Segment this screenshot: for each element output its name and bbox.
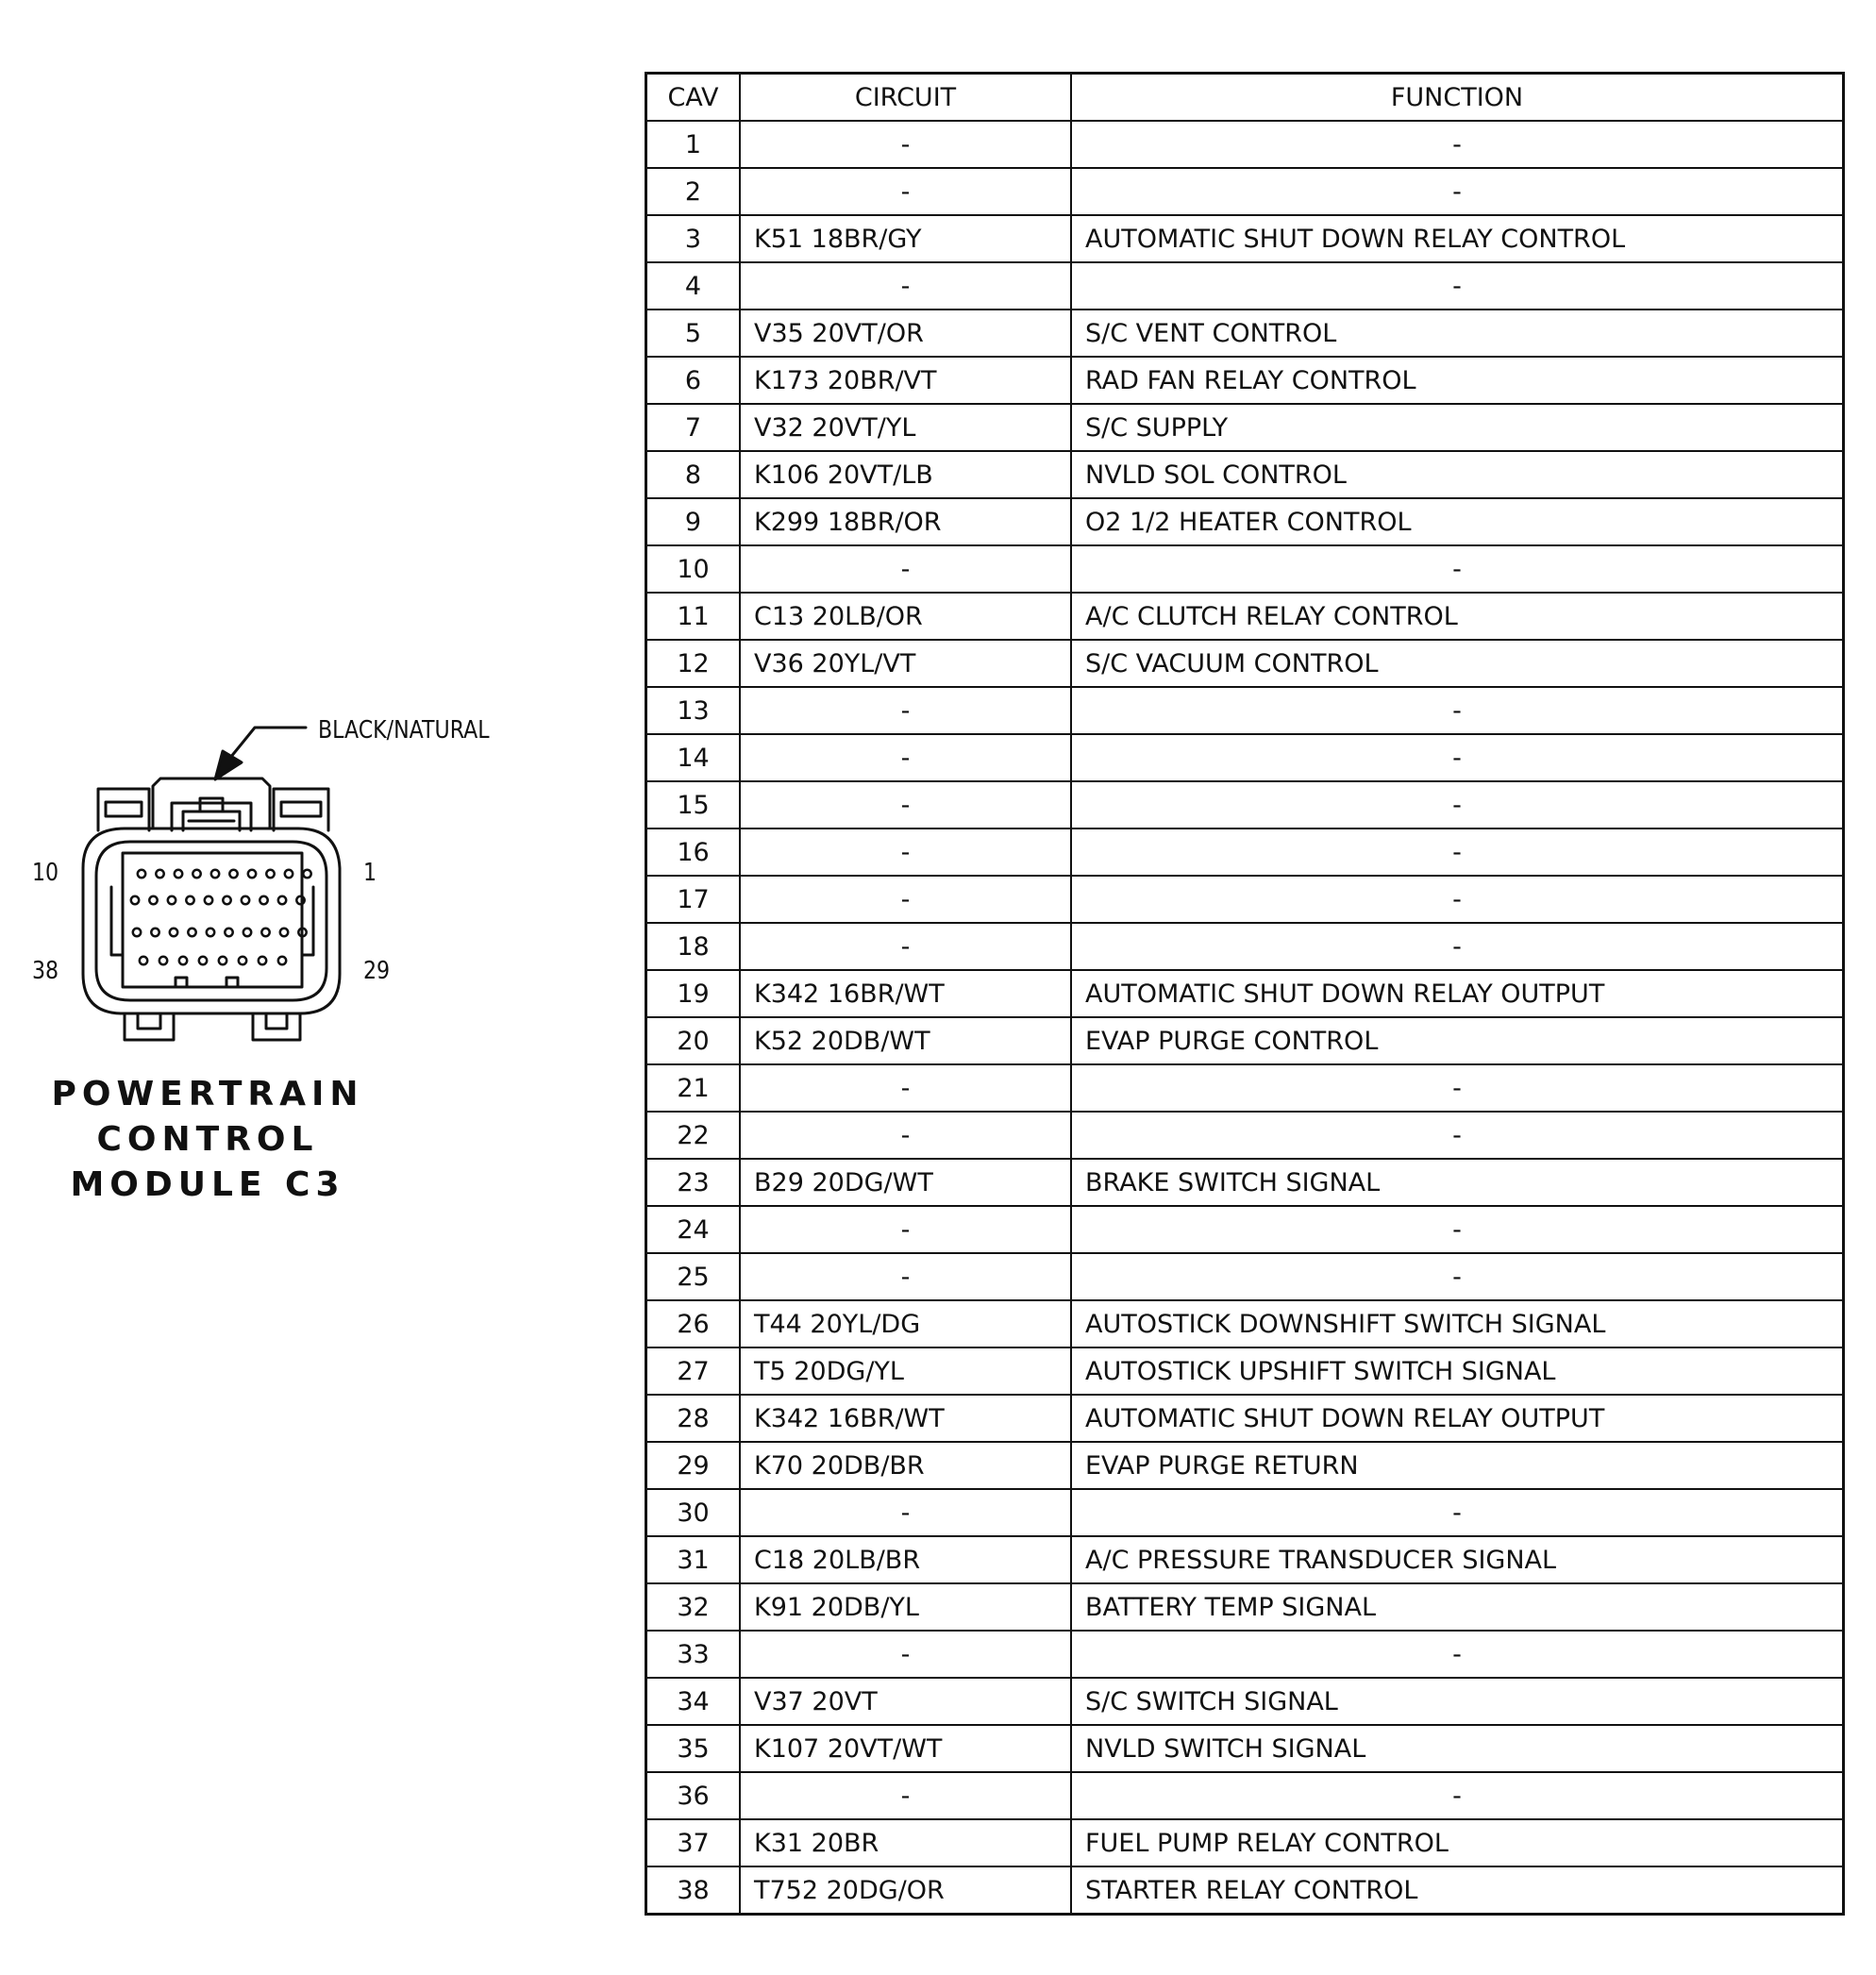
circuit-cell: - bbox=[740, 262, 1071, 310]
pin-hole bbox=[199, 957, 207, 964]
function-cell: RAD FAN RELAY CONTROL bbox=[1071, 357, 1844, 404]
function-cell: EVAP PURGE CONTROL bbox=[1071, 1017, 1844, 1064]
function-cell: - bbox=[1071, 1064, 1844, 1112]
circuit-cell: - bbox=[740, 1206, 1071, 1253]
pin-hole bbox=[243, 929, 251, 936]
pin-hole bbox=[133, 929, 141, 936]
table-row bbox=[646, 1819, 1844, 1866]
table-row bbox=[646, 876, 1844, 923]
pin-hole bbox=[259, 957, 266, 964]
function-cell: AUTOMATIC SHUT DOWN RELAY CONTROL bbox=[1071, 215, 1844, 262]
table-row bbox=[646, 121, 1844, 168]
table-row bbox=[646, 781, 1844, 828]
table-row bbox=[646, 310, 1844, 357]
pin-hole bbox=[149, 896, 157, 904]
function-cell: BRAKE SWITCH SIGNAL bbox=[1071, 1159, 1844, 1206]
pin-hole bbox=[225, 929, 232, 936]
cav-cell: 24 bbox=[646, 1206, 741, 1253]
table-row bbox=[646, 923, 1844, 970]
cav-cell: 31 bbox=[646, 1536, 741, 1583]
function-cell: S/C SWITCH SIGNAL bbox=[1071, 1678, 1844, 1725]
cav-cell: 4 bbox=[646, 262, 741, 310]
pin-number-label: 1 bbox=[363, 859, 377, 887]
circuit-cell: - bbox=[740, 687, 1071, 734]
table-row bbox=[646, 1300, 1844, 1347]
table-row bbox=[646, 451, 1844, 498]
function-cell: - bbox=[1071, 828, 1844, 876]
cav-cell: 17 bbox=[646, 876, 741, 923]
pin-hole bbox=[186, 896, 193, 904]
table-row bbox=[646, 734, 1844, 781]
connector-diagram bbox=[0, 0, 528, 1227]
table-row bbox=[646, 1017, 1844, 1064]
circuit-cell: K342 16BR/WT bbox=[740, 970, 1071, 1017]
cav-cell: 14 bbox=[646, 734, 741, 781]
circuit-cell: - bbox=[740, 1772, 1071, 1819]
table-row bbox=[646, 262, 1844, 310]
function-cell: - bbox=[1071, 545, 1844, 593]
cav-cell: 2 bbox=[646, 168, 741, 215]
pin-hole bbox=[159, 957, 167, 964]
circuit-cell: K107 20VT/WT bbox=[740, 1725, 1071, 1772]
cav-cell: 37 bbox=[646, 1819, 741, 1866]
table-row bbox=[646, 1489, 1844, 1536]
function-cell: NVLD SOL CONTROL bbox=[1071, 451, 1844, 498]
cav-cell: 19 bbox=[646, 970, 741, 1017]
pin-hole bbox=[266, 870, 274, 878]
pin-hole bbox=[140, 957, 147, 964]
circuit-cell: V35 20VT/OR bbox=[740, 310, 1071, 357]
column-header-circuit: CIRCUIT bbox=[740, 74, 1071, 122]
cav-cell: 18 bbox=[646, 923, 741, 970]
function-cell: A/C PRESSURE TRANSDUCER SIGNAL bbox=[1071, 1536, 1844, 1583]
pin-hole bbox=[285, 870, 293, 878]
column-header-function: FUNCTION bbox=[1071, 74, 1844, 122]
table-row bbox=[646, 1395, 1844, 1442]
pin-number-label: 29 bbox=[363, 957, 391, 985]
table-row bbox=[646, 1725, 1844, 1772]
pin-hole bbox=[260, 896, 267, 904]
circuit-cell: T752 20DG/OR bbox=[740, 1866, 1071, 1915]
table-row bbox=[646, 215, 1844, 262]
circuit-cell: T44 20YL/DG bbox=[740, 1300, 1071, 1347]
circuit-cell: - bbox=[740, 734, 1071, 781]
pin-hole bbox=[193, 870, 200, 878]
circuit-cell: - bbox=[740, 168, 1071, 215]
circuit-cell: V36 20YL/VT bbox=[740, 640, 1071, 687]
pin-hole bbox=[205, 896, 212, 904]
cav-cell: 20 bbox=[646, 1017, 741, 1064]
function-cell: A/C CLUTCH RELAY CONTROL bbox=[1071, 593, 1844, 640]
table-row bbox=[646, 1253, 1844, 1300]
pin-hole bbox=[242, 896, 249, 904]
pin-hole bbox=[303, 870, 310, 878]
circuit-cell: - bbox=[740, 1064, 1071, 1112]
circuit-cell: K173 20BR/VT bbox=[740, 357, 1071, 404]
table-row bbox=[646, 1347, 1844, 1395]
cav-cell: 9 bbox=[646, 498, 741, 545]
cav-cell: 16 bbox=[646, 828, 741, 876]
cav-cell: 11 bbox=[646, 593, 741, 640]
pin-hole bbox=[219, 957, 226, 964]
function-cell: - bbox=[1071, 781, 1844, 828]
circuit-cell: - bbox=[740, 876, 1071, 923]
function-cell: S/C SUPPLY bbox=[1071, 404, 1844, 451]
pin-hole bbox=[229, 870, 237, 878]
bottom-left-latch bbox=[125, 1013, 174, 1040]
cav-cell: 12 bbox=[646, 640, 741, 687]
pinout-table bbox=[645, 72, 1845, 1916]
table-header-row bbox=[646, 74, 1844, 122]
column-header-cav: CAV bbox=[646, 74, 741, 122]
circuit-cell: - bbox=[740, 1253, 1071, 1300]
cav-cell: 21 bbox=[646, 1064, 741, 1112]
pinout-table-body bbox=[646, 121, 1844, 1915]
circuit-cell: K91 20DB/YL bbox=[740, 1583, 1071, 1631]
function-cell: - bbox=[1071, 734, 1844, 781]
cav-cell: 34 bbox=[646, 1678, 741, 1725]
function-cell: AUTOSTICK UPSHIFT SWITCH SIGNAL bbox=[1071, 1347, 1844, 1395]
cav-cell: 10 bbox=[646, 545, 741, 593]
circuit-cell: K51 18BR/GY bbox=[740, 215, 1071, 262]
bottom-right-latch bbox=[253, 1013, 300, 1040]
function-cell: - bbox=[1071, 1112, 1844, 1159]
circuit-cell: K342 16BR/WT bbox=[740, 1395, 1071, 1442]
cav-cell: 22 bbox=[646, 1112, 741, 1159]
circuit-cell: C13 20LB/OR bbox=[740, 593, 1071, 640]
table-row bbox=[646, 1159, 1844, 1206]
function-cell: S/C VACUUM CONTROL bbox=[1071, 640, 1844, 687]
pin-hole bbox=[179, 957, 187, 964]
cav-cell: 6 bbox=[646, 357, 741, 404]
table-row bbox=[646, 1583, 1844, 1631]
circuit-cell: B29 20DG/WT bbox=[740, 1159, 1071, 1206]
cav-cell: 33 bbox=[646, 1631, 741, 1678]
table-row bbox=[646, 828, 1844, 876]
connector-inner bbox=[96, 842, 327, 1000]
table-row bbox=[646, 1112, 1844, 1159]
function-cell: FUEL PUMP RELAY CONTROL bbox=[1071, 1819, 1844, 1866]
function-cell: - bbox=[1071, 1489, 1844, 1536]
function-cell: NVLD SWITCH SIGNAL bbox=[1071, 1725, 1844, 1772]
cav-cell: 26 bbox=[646, 1300, 741, 1347]
function-cell: EVAP PURGE RETURN bbox=[1071, 1442, 1844, 1489]
cav-cell: 8 bbox=[646, 451, 741, 498]
pin-hole bbox=[207, 929, 214, 936]
pin-number-label: 10 bbox=[32, 859, 59, 887]
circuit-cell: T5 20DG/YL bbox=[740, 1347, 1071, 1395]
function-cell: AUTOSTICK DOWNSHIFT SWITCH SIGNAL bbox=[1071, 1300, 1844, 1347]
pin-hole bbox=[248, 870, 256, 878]
circuit-cell: K70 20DB/BR bbox=[740, 1442, 1071, 1489]
function-cell: - bbox=[1071, 1772, 1844, 1819]
cav-cell: 32 bbox=[646, 1583, 741, 1631]
cav-cell: 27 bbox=[646, 1347, 741, 1395]
table-row bbox=[646, 1772, 1844, 1819]
circuit-cell: K31 20BR bbox=[740, 1819, 1071, 1866]
table-row bbox=[646, 1536, 1844, 1583]
pin-hole bbox=[239, 957, 246, 964]
cav-cell: 29 bbox=[646, 1442, 741, 1489]
circuit-cell: - bbox=[740, 781, 1071, 828]
cav-cell: 1 bbox=[646, 121, 741, 168]
cav-cell: 15 bbox=[646, 781, 741, 828]
table-row bbox=[646, 1206, 1844, 1253]
function-cell: - bbox=[1071, 923, 1844, 970]
table-row bbox=[646, 357, 1844, 404]
function-cell: - bbox=[1071, 1253, 1844, 1300]
function-cell: BATTERY TEMP SIGNAL bbox=[1071, 1583, 1844, 1631]
color-leader-arrow bbox=[215, 751, 242, 779]
cav-cell: 7 bbox=[646, 404, 741, 451]
function-cell: - bbox=[1071, 1631, 1844, 1678]
cav-cell: 3 bbox=[646, 215, 741, 262]
cav-cell: 28 bbox=[646, 1395, 741, 1442]
table-row bbox=[646, 1866, 1844, 1915]
function-cell: - bbox=[1071, 168, 1844, 215]
pin-hole bbox=[188, 929, 195, 936]
table-row bbox=[646, 1064, 1844, 1112]
circuit-cell: - bbox=[740, 828, 1071, 876]
cav-cell: 36 bbox=[646, 1772, 741, 1819]
pin-hole bbox=[278, 896, 286, 904]
table-row bbox=[646, 168, 1844, 215]
connector-title-line: POWERTRAIN bbox=[51, 1075, 364, 1113]
function-cell: - bbox=[1071, 876, 1844, 923]
cav-cell: 13 bbox=[646, 687, 741, 734]
pin-hole bbox=[175, 870, 182, 878]
circuit-cell: V32 20VT/YL bbox=[740, 404, 1071, 451]
circuit-cell: - bbox=[740, 923, 1071, 970]
pin-hole bbox=[223, 896, 230, 904]
table-row bbox=[646, 1631, 1844, 1678]
table-row bbox=[646, 687, 1844, 734]
function-cell: - bbox=[1071, 262, 1844, 310]
table-row bbox=[646, 498, 1844, 545]
function-cell: AUTOMATIC SHUT DOWN RELAY OUTPUT bbox=[1071, 1395, 1844, 1442]
table-row bbox=[646, 1678, 1844, 1725]
cav-cell: 38 bbox=[646, 1866, 741, 1915]
connector-drawing bbox=[0, 0, 528, 1227]
pin-holes bbox=[131, 870, 311, 964]
function-cell: STARTER RELAY CONTROL bbox=[1071, 1866, 1844, 1915]
circuit-cell: K52 20DB/WT bbox=[740, 1017, 1071, 1064]
pin-hole bbox=[278, 957, 286, 964]
pin-hole bbox=[151, 929, 159, 936]
circuit-cell: V37 20VT bbox=[740, 1678, 1071, 1725]
function-cell: - bbox=[1071, 687, 1844, 734]
circuit-cell: - bbox=[740, 121, 1071, 168]
connector-title-line: MODULE C3 bbox=[70, 1165, 345, 1204]
color-leader-line bbox=[230, 728, 306, 758]
pin-hole bbox=[211, 870, 219, 878]
table-row bbox=[646, 640, 1844, 687]
function-cell: AUTOMATIC SHUT DOWN RELAY OUTPUT bbox=[1071, 970, 1844, 1017]
pin-hole bbox=[261, 929, 269, 936]
circuit-cell: K299 18BR/OR bbox=[740, 498, 1071, 545]
pin-number-label: 38 bbox=[32, 957, 59, 985]
circuit-cell: - bbox=[740, 1112, 1071, 1159]
circuit-cell: - bbox=[740, 1489, 1071, 1536]
pin-hole bbox=[168, 896, 176, 904]
cav-cell: 35 bbox=[646, 1725, 741, 1772]
table-row bbox=[646, 404, 1844, 451]
function-cell: S/C VENT CONTROL bbox=[1071, 310, 1844, 357]
table-row bbox=[646, 593, 1844, 640]
pin-hole bbox=[131, 896, 139, 904]
circuit-cell: C18 20LB/BR bbox=[740, 1536, 1071, 1583]
cav-cell: 23 bbox=[646, 1159, 741, 1206]
connector-title-line: CONTROL bbox=[96, 1120, 319, 1159]
table-row bbox=[646, 545, 1844, 593]
cav-cell: 30 bbox=[646, 1489, 741, 1536]
pin-hole bbox=[170, 929, 177, 936]
circuit-cell: - bbox=[740, 1631, 1071, 1678]
table-row bbox=[646, 1442, 1844, 1489]
pin-hole bbox=[156, 870, 163, 878]
cav-cell: 5 bbox=[646, 310, 741, 357]
pin-hole bbox=[138, 870, 145, 878]
connector-color-label: BLACK/NATURAL bbox=[318, 716, 490, 745]
pin-hole bbox=[280, 929, 288, 936]
function-cell: - bbox=[1071, 1206, 1844, 1253]
circuit-cell: - bbox=[740, 545, 1071, 593]
circuit-cell: K106 20VT/LB bbox=[740, 451, 1071, 498]
function-cell: O2 1/2 HEATER CONTROL bbox=[1071, 498, 1844, 545]
function-cell: - bbox=[1071, 121, 1844, 168]
cav-cell: 25 bbox=[646, 1253, 741, 1300]
table-row bbox=[646, 970, 1844, 1017]
